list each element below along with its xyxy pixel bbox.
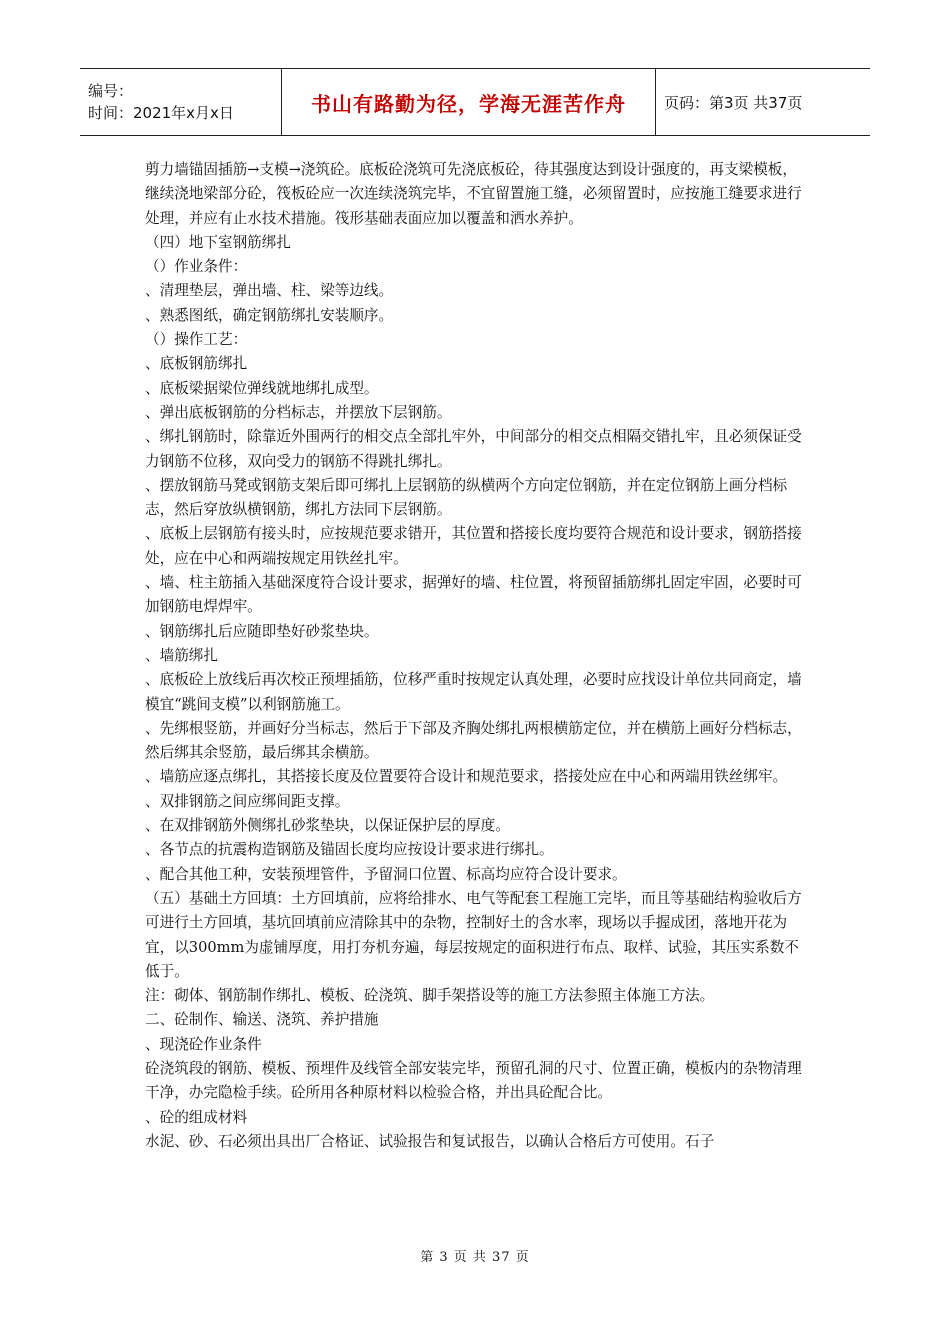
list-item: 、底板梁据梁位弹线就地绑扎成型。 (145, 379, 379, 397)
header-motto: 书山有路勤为径，学海无涯苦作舟 (311, 91, 626, 116)
list-item: 、在双排钢筋外侧绑扎砂浆垫块，以保证保护层的厚度。 (145, 817, 510, 835)
list-item: 、清理垫层，弹出墙、柱、梁等边线。 (145, 282, 394, 300)
paragraph: 砼浇筑段的钢筋、模板、预埋件及线管全部安装完毕，预留孔洞的尺寸、位置正确，模板内的杂物清理干净，办完隐检手续。砼所用各种原材料以检验合格，并出具砼配合比。 (145, 1059, 802, 1102)
document-date: 时间：2021年x月x日 (88, 104, 234, 122)
list-item: 、先绑根竖筋，并画好分当标志，然后于下部及齐胸处绑扎两根横筋定位，并在横筋上画好分档标志，然后绑其余竖筋，最后绑其余横筋。 (145, 719, 802, 762)
list-item: 、摆放钢筋马凳或钢筋支架后即可绑扎上层钢筋的纵横两个方向定位钢筋，并在定位钢筋上画分档标志，然后穿放纵横钢筋，绑扎方法同下层钢筋。 (145, 476, 788, 519)
page-header (80, 68, 870, 136)
header-meta (80, 69, 282, 135)
list-item: 、墙筋绑扎 (145, 646, 218, 664)
list-item: 、底板砼上放线后再次校正预埋插筋，位移严重时按规定认真处理，必要时应找设计单位共同商定，墙模宜“跳间支模”以利钢筋施工。 (145, 671, 802, 713)
header-motto-cell (282, 69, 656, 135)
list-item: 、钢筋绑扎后应随即垫好砂浆垫块。 (145, 622, 379, 640)
paragraph: 水泥、砂、石必须出具出厂合格证、试验报告和复试报告，以确认合格后方可使用。石子 (145, 1132, 715, 1150)
section-heading: 二、砼制作、输送、浇筑、养护措施 (145, 1011, 379, 1029)
list-item: 、墙筋应逐点绑扎，其搭接长度及位置要符合设计和规范要求，搭接处应在中心和两端用铁丝绑牢。 (145, 768, 788, 786)
list-item: 、弹出底板钢筋的分档标志，并摆放下层钢筋。 (145, 403, 452, 421)
document-number-label: 编号： (88, 82, 134, 100)
list-item: 、现浇砼作业条件 (145, 1035, 262, 1053)
list-item: 、配合其他工种，安装预埋管件，予留洞口位置、标高均应符合设计要求。 (145, 865, 627, 883)
header-page-cell (656, 69, 870, 135)
list-item: 、底板钢筋绑扎 (145, 355, 248, 373)
header-page-number: 页码：第3页 共37页 (664, 93, 803, 112)
list-item: 、各节点的抗震构造钢筋及锚固长度均应按设计要求进行绑扎。 (145, 841, 554, 859)
list-item: 、熟悉图纸，确定钢筋绑扎安装顺序。 (145, 306, 394, 324)
list-item: 、墙、柱主筋插入基础深度符合设计要求，据弹好的墙、柱位置，将预留插筋绑扎固定牢固，必要时可加钢筋电焊焊牢。 (145, 574, 802, 616)
document-body (145, 158, 807, 1154)
section-heading: （四）地下室钢筋绑扎 (145, 233, 291, 251)
list-item: 、底板上层钢筋有接头时，应按规范要求错开，其位置和搭接长度均要符合规范和设计要求，钢筋搭接处，应在中心和两端按规定用铁丝扎牢。 (145, 525, 802, 567)
page-footer: 第 3 页 共 37 页 (420, 1250, 530, 1265)
list-item: 、砼的组成材料 (145, 1108, 248, 1126)
section-heading: （五）基础土方回填：土方回填前，应将给排水、电气等配套工程施工完毕，而且等基础结构验收后方可进行土方回填，基坑回填前应清除其中的杂物，控制好土的含水率，现场以手握成团，落地开花为宜，以300mm为虚铺厚度，用打夯机夯遍，每层按规定的面积进行布点、取样、试验，其压实系数不低于。 (145, 889, 802, 980)
paragraph: 剪力墙锚固插筋→支模→浇筑砼。底板砼浇筑可先浇底板砼，待其强度达到设计强度的，再支梁模板，继续浇地梁部分砼，筏板砼应一次连续浇筑完毕，不宜留置施工缝，必须留置时，应按施工缝要求进行处理，并应有止水技术措施。筏形基础表面应加以覆盖和洒水养护。 (145, 161, 802, 227)
note: 注：砌体、钢筋制作绑扎、模板、砼浇筑、脚手架搭设等的施工方法参照主体施工方法。 (145, 987, 715, 1005)
list-item: 、绑扎钢筋时，除靠近外围两行的相交点全部扎牢外，中间部分的相交点相隔交错扎牢，且必须保证受力钢筋不位移，双向受力的钢筋不得跳扎绑扎。 (145, 428, 802, 470)
paragraph: （）操作工艺： (145, 331, 248, 349)
paragraph: （）作业条件： (145, 258, 248, 276)
list-item: 、双排钢筋之间应绑间距支撑。 (145, 792, 350, 810)
